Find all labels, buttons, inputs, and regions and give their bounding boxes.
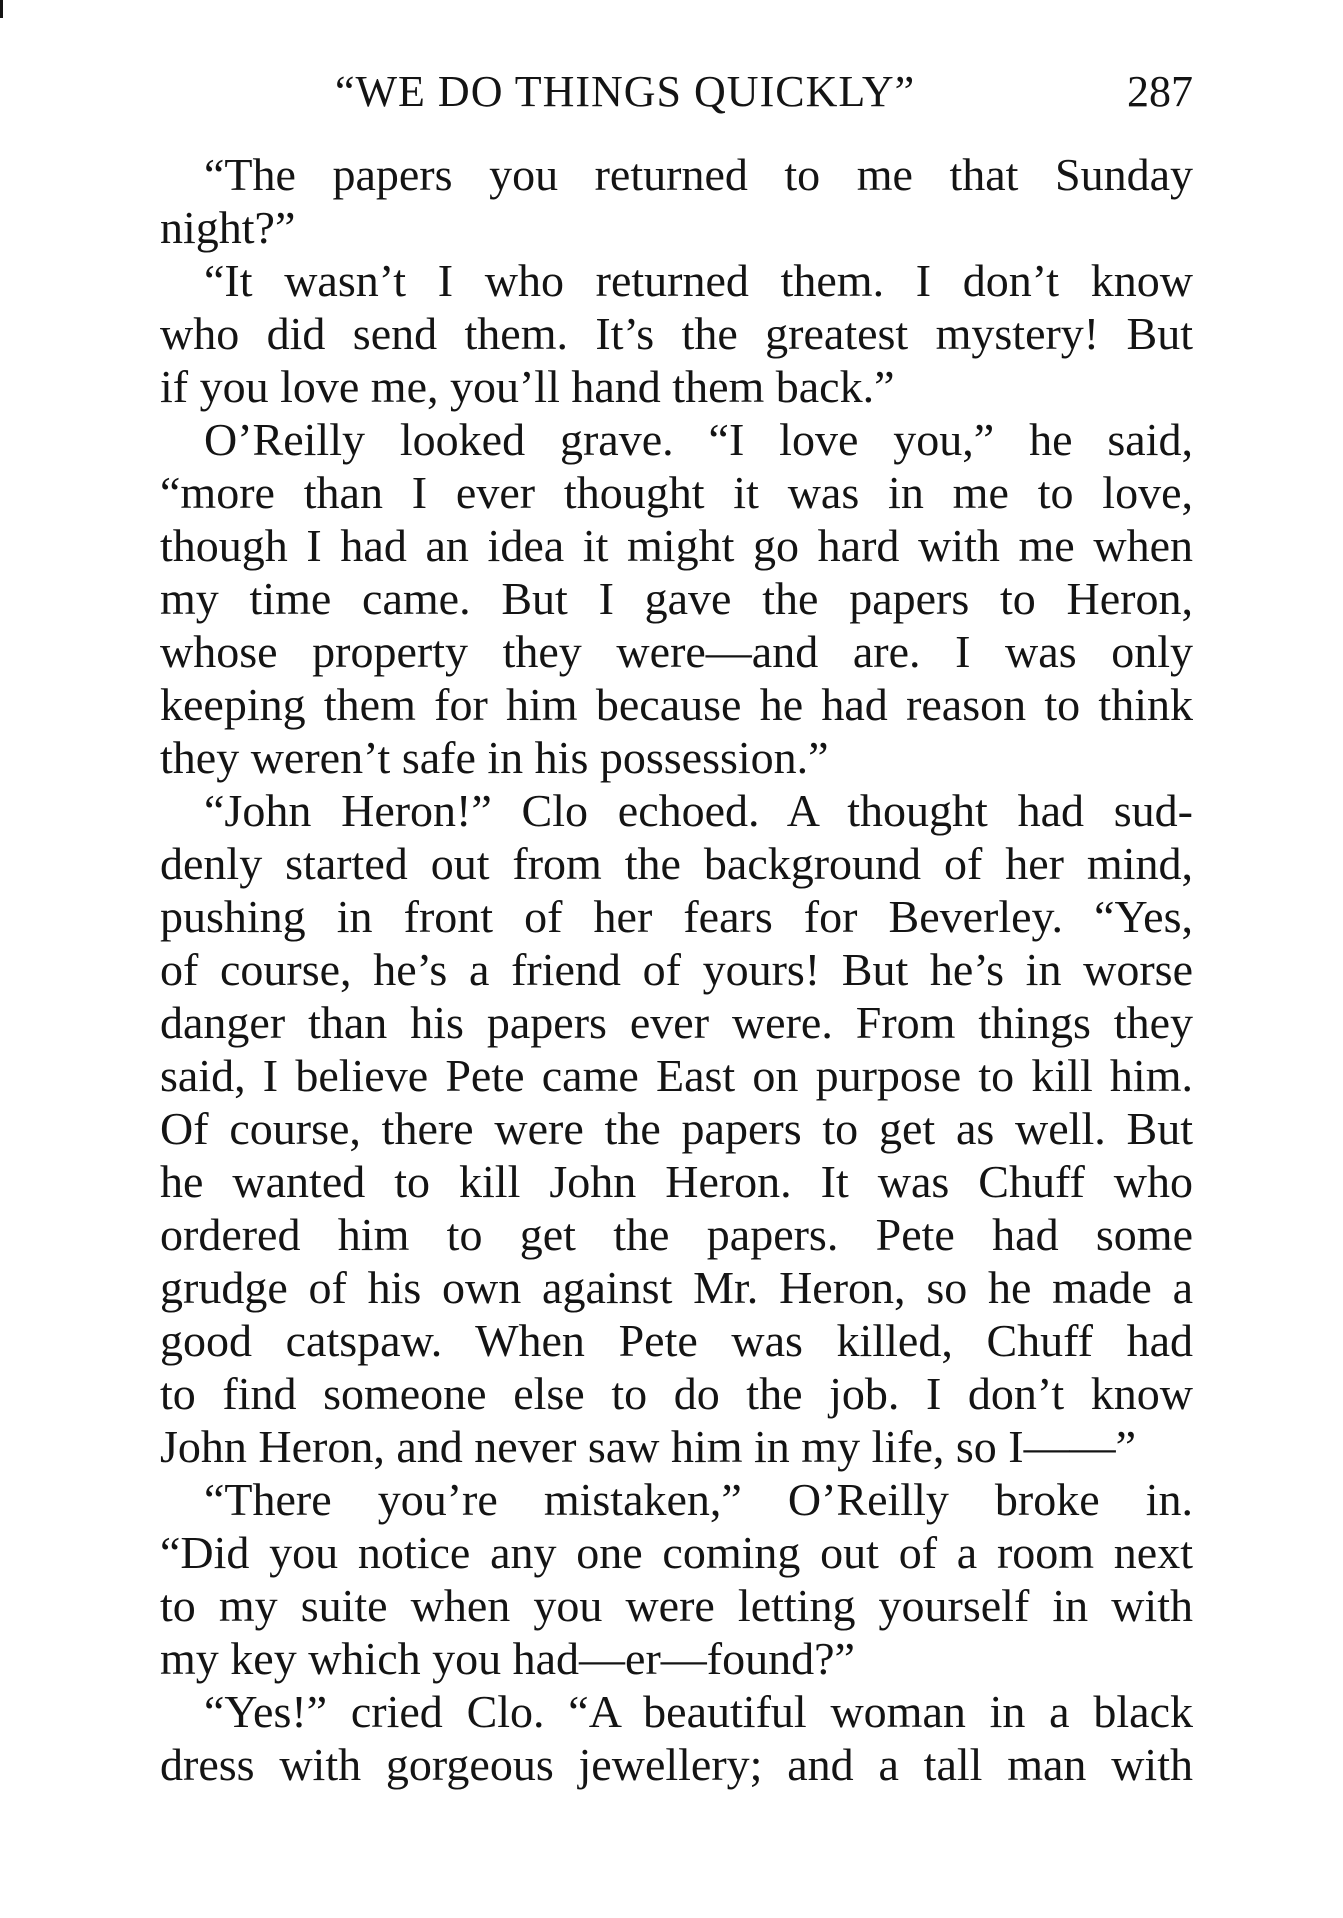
text-line: dress with gorgeous jewellery; and a tall man with bbox=[160, 1739, 1193, 1790]
scan-edge-mark bbox=[0, 0, 3, 18]
text-line: “John Heron!” Clo echoed. A thought had sud- bbox=[204, 785, 1193, 836]
text-line: said, I believe Pete came East on purpose to kill him. bbox=[160, 1050, 1193, 1101]
text-line: to find someone else to do the job. I don’t know bbox=[160, 1368, 1193, 1419]
text-line: John Heron, and never saw him in my life, so I——” bbox=[160, 1421, 1137, 1472]
text-line: of course, he’s a friend of yours! But he’s in worse bbox=[160, 944, 1193, 995]
text-line: Of course, there were the papers to get as well. But bbox=[160, 1103, 1193, 1154]
text-line: “more than I ever thought it was in me to love, bbox=[160, 467, 1193, 518]
text-line: who did send them. It’s the greatest mystery! But bbox=[160, 308, 1193, 359]
text-line: whose property they were—and are. I was only bbox=[160, 626, 1193, 677]
page-number: 287 bbox=[1127, 67, 1193, 116]
text-line: “The papers you returned to me that Sunday bbox=[204, 149, 1193, 200]
body-text bbox=[160, 148, 1193, 1791]
text-line: he wanted to kill John Heron. It was Chuff who bbox=[160, 1156, 1193, 1207]
running-head: “WE DO THINGS QUICKLY” bbox=[335, 67, 916, 116]
text-line: O’Reilly looked grave. “I love you,” he said, bbox=[204, 414, 1193, 465]
page-header bbox=[160, 62, 1193, 122]
text-line: if you love me, you’ll hand them back.” bbox=[160, 361, 895, 412]
text-line: pushing in front of her fears for Beverley. “Yes, bbox=[160, 891, 1193, 942]
text-line: “It wasn’t I who returned them. I don’t know bbox=[204, 255, 1193, 306]
text-line: though I had an idea it might go hard with me when bbox=[160, 520, 1193, 571]
text-line: denly started out from the background of her mind, bbox=[160, 838, 1193, 889]
text-line: grudge of his own against Mr. Heron, so he made a bbox=[160, 1262, 1193, 1313]
text-line: my time came. But I gave the papers to Heron, bbox=[160, 573, 1193, 624]
text-line: they weren’t safe in his possession.” bbox=[160, 732, 829, 783]
text-line: my key which you had—er—found?” bbox=[160, 1633, 855, 1684]
text-line: keeping them for him because he had reason to think bbox=[160, 679, 1193, 730]
text-line: “Yes!” cried Clo. “A beautiful woman in a black bbox=[204, 1686, 1193, 1737]
text-line: “Did you notice any one coming out of a room next bbox=[160, 1527, 1193, 1578]
text-line: ordered him to get the papers. Pete had some bbox=[160, 1209, 1193, 1260]
text-line: “There you’re mistaken,” O’Reilly broke in. bbox=[204, 1474, 1193, 1525]
text-line: danger than his papers ever were. From things they bbox=[160, 997, 1193, 1048]
text-line: good catspaw. When Pete was killed, Chuff had bbox=[160, 1315, 1193, 1366]
text-line: night?” bbox=[160, 202, 296, 253]
text-line: to my suite when you were letting yourself in with bbox=[160, 1580, 1193, 1631]
